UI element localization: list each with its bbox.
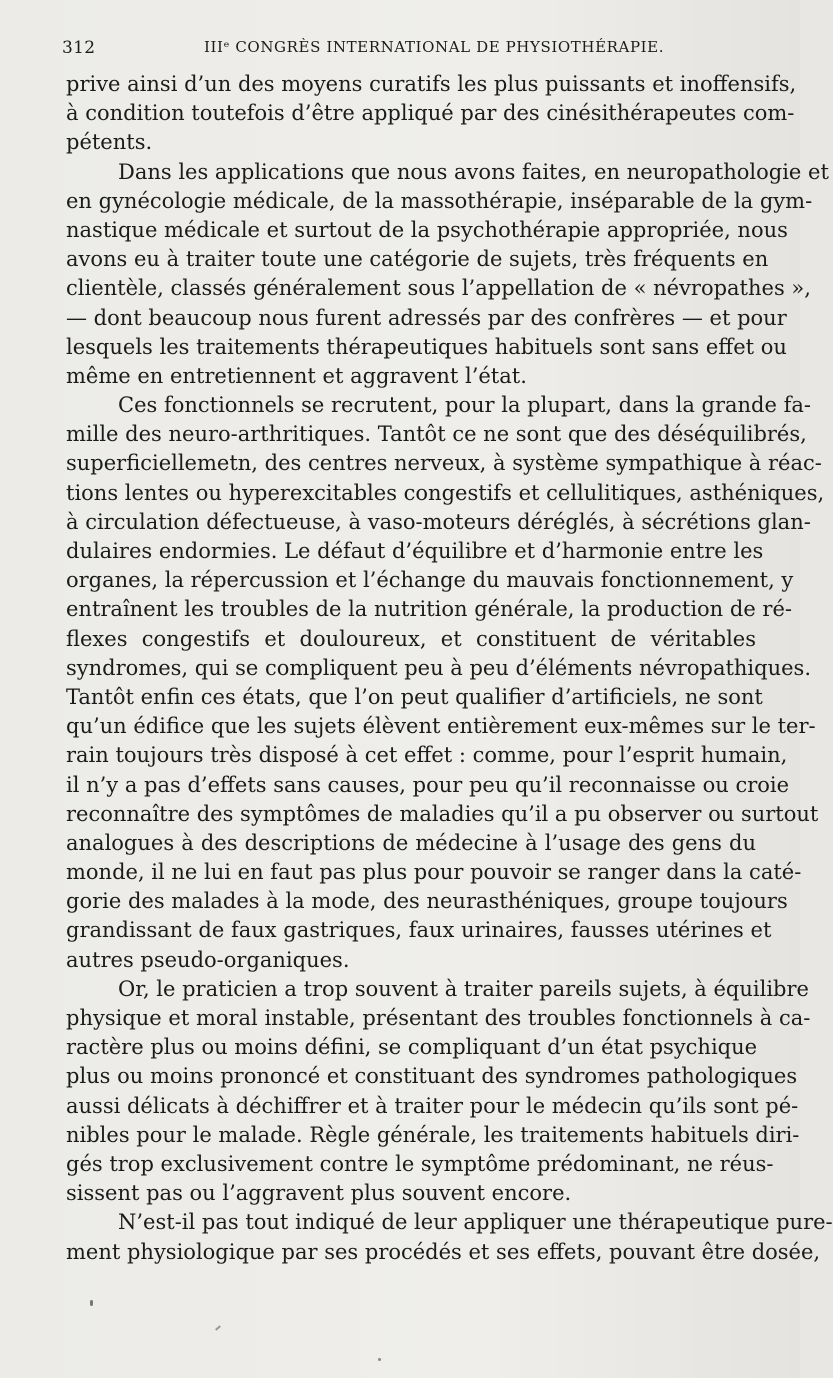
text-line: pétents. bbox=[66, 130, 153, 155]
text-line: — dont beaucoup nous furent adressés par des confrères — et pour bbox=[66, 305, 787, 330]
running-header bbox=[62, 38, 752, 62]
text-line: flexes congestifs et douloureux, et constituent de véritables bbox=[66, 626, 756, 651]
text-line: gorie des malades à la mode, des neurasthéniques, groupe toujours bbox=[66, 889, 788, 914]
text-line: dulaires endormies. Le défaut d’équilibre et d’harmonie entre les bbox=[66, 539, 764, 563]
text-line: lesquels les traitements thérapeutiques habituels sont sans effet ou bbox=[66, 334, 787, 359]
text-line: nibles pour le malade. Règle générale, les traitements habituels diri- bbox=[66, 1122, 800, 1147]
text-line: en gynécologie médicale, de la massothérapie, inséparable de la gym- bbox=[66, 188, 813, 213]
text-line: Ces fonctionnels se recrutent, pour la plupart, dans la grande fa- bbox=[118, 393, 811, 418]
text-line: à circulation défectueuse, à vaso-moteurs déréglés, à sécrétions glan- bbox=[66, 509, 811, 534]
text-line: plus ou moins prononcé et constituant des syndromes pathologiques bbox=[66, 1064, 798, 1089]
text-line: Or, le praticien a trop souvent à traiter pareils sujets, à équilibre bbox=[118, 976, 809, 1001]
scan-speck bbox=[90, 1300, 93, 1306]
text-line: monde, il ne lui en faut pas plus pour pouvoir se ranger dans la caté- bbox=[66, 860, 802, 885]
scan-speck bbox=[215, 1325, 221, 1330]
running-title: IIIᵉ CONGRÈS INTERNATIONAL DE PHYSIOTHÉRAPIE. bbox=[204, 38, 665, 56]
body-text bbox=[66, 70, 833, 1267]
text-line: avons eu à traiter toute une catégorie de sujets, très fréquents en bbox=[66, 247, 769, 272]
text-line: nastique médicale et surtout de la psychothérapie appropriée, nous bbox=[66, 217, 788, 242]
page-number: 312 bbox=[62, 38, 96, 58]
text-line: syndromes, qui se compliquent peu à peu d’éléments névropathiques. bbox=[66, 655, 811, 680]
text-line: gés trop exclusivement contre le symptôme prédominant, ne réus- bbox=[66, 1151, 774, 1176]
text-line: physique et moral instable, présentant des troubles fonctionnels à ca- bbox=[66, 1006, 811, 1030]
text-line: entraînent les troubles de la nutrition générale, la production de ré- bbox=[66, 597, 792, 622]
text-line: tions lentes ou hyperexcitables congestifs et cellulitiques, asthéniques, bbox=[66, 480, 825, 505]
text-line: clientèle, classés généralement sous l’appellation de « névropathes », bbox=[66, 276, 811, 301]
text-line: ment physiologique par ses procédés et ses effets, pouvant être dosée, bbox=[66, 1239, 821, 1264]
text-line: mille des neuro-arthritiques. Tantôt ce ne sont que des déséquilibrés, bbox=[66, 422, 807, 447]
text-line: même en entretiennent et aggravent l’état. bbox=[66, 363, 527, 388]
text-line: Dans les applications que nous avons faites, en neuropathologie et bbox=[118, 159, 829, 184]
text-line: superficiellemetn, des centres nerveux, à système sympathique à réac- bbox=[66, 451, 822, 476]
text-line: Tantôt enfin ces états, que l’on peut qualifier d’artificiels, ne sont bbox=[66, 684, 763, 709]
text-line: organes, la répercussion et l’échange du mauvais fonctionnement, y bbox=[66, 568, 794, 593]
text-line: autres pseudo-organiques. bbox=[66, 947, 350, 972]
text-line: à condition toutefois d’être appliqué par des cinésithérapeutes com- bbox=[66, 101, 795, 126]
text-line: N’est-il pas tout indiqué de leur appliquer une thérapeutique pure- bbox=[118, 1210, 833, 1235]
scan-speck bbox=[378, 1358, 381, 1361]
text-line: rain toujours très disposé à cet effet : comme, pour l’esprit humain, bbox=[66, 743, 788, 768]
text-line: reconnaître des symptômes de maladies qu’il a pu observer ou surtout bbox=[66, 801, 819, 826]
text-line: qu’un édifice que les sujets élèvent entièrement eux-mêmes sur le ter- bbox=[66, 714, 816, 739]
text-line: il n’y a pas d’effets sans causes, pour peu qu’il reconnaisse ou croie bbox=[66, 772, 790, 797]
text-line: ractère plus ou moins défini, se compliquant d’un état psychique bbox=[66, 1035, 758, 1060]
text-line: analogues à des descriptions de médecine à l’usage des gens du bbox=[66, 830, 756, 855]
text-line: prive ainsi d’un des moyens curatifs les plus puissants et inoffensifs, bbox=[66, 72, 797, 96]
text-line: grandissant de faux gastriques, faux urinaires, fausses utérines et bbox=[66, 918, 772, 943]
text-line: sissent pas ou l’aggravent plus souvent encore. bbox=[66, 1181, 572, 1206]
text-line: aussi délicats à déchiffrer et à traiter pour le médecin qu’ils sont pé- bbox=[66, 1093, 799, 1118]
